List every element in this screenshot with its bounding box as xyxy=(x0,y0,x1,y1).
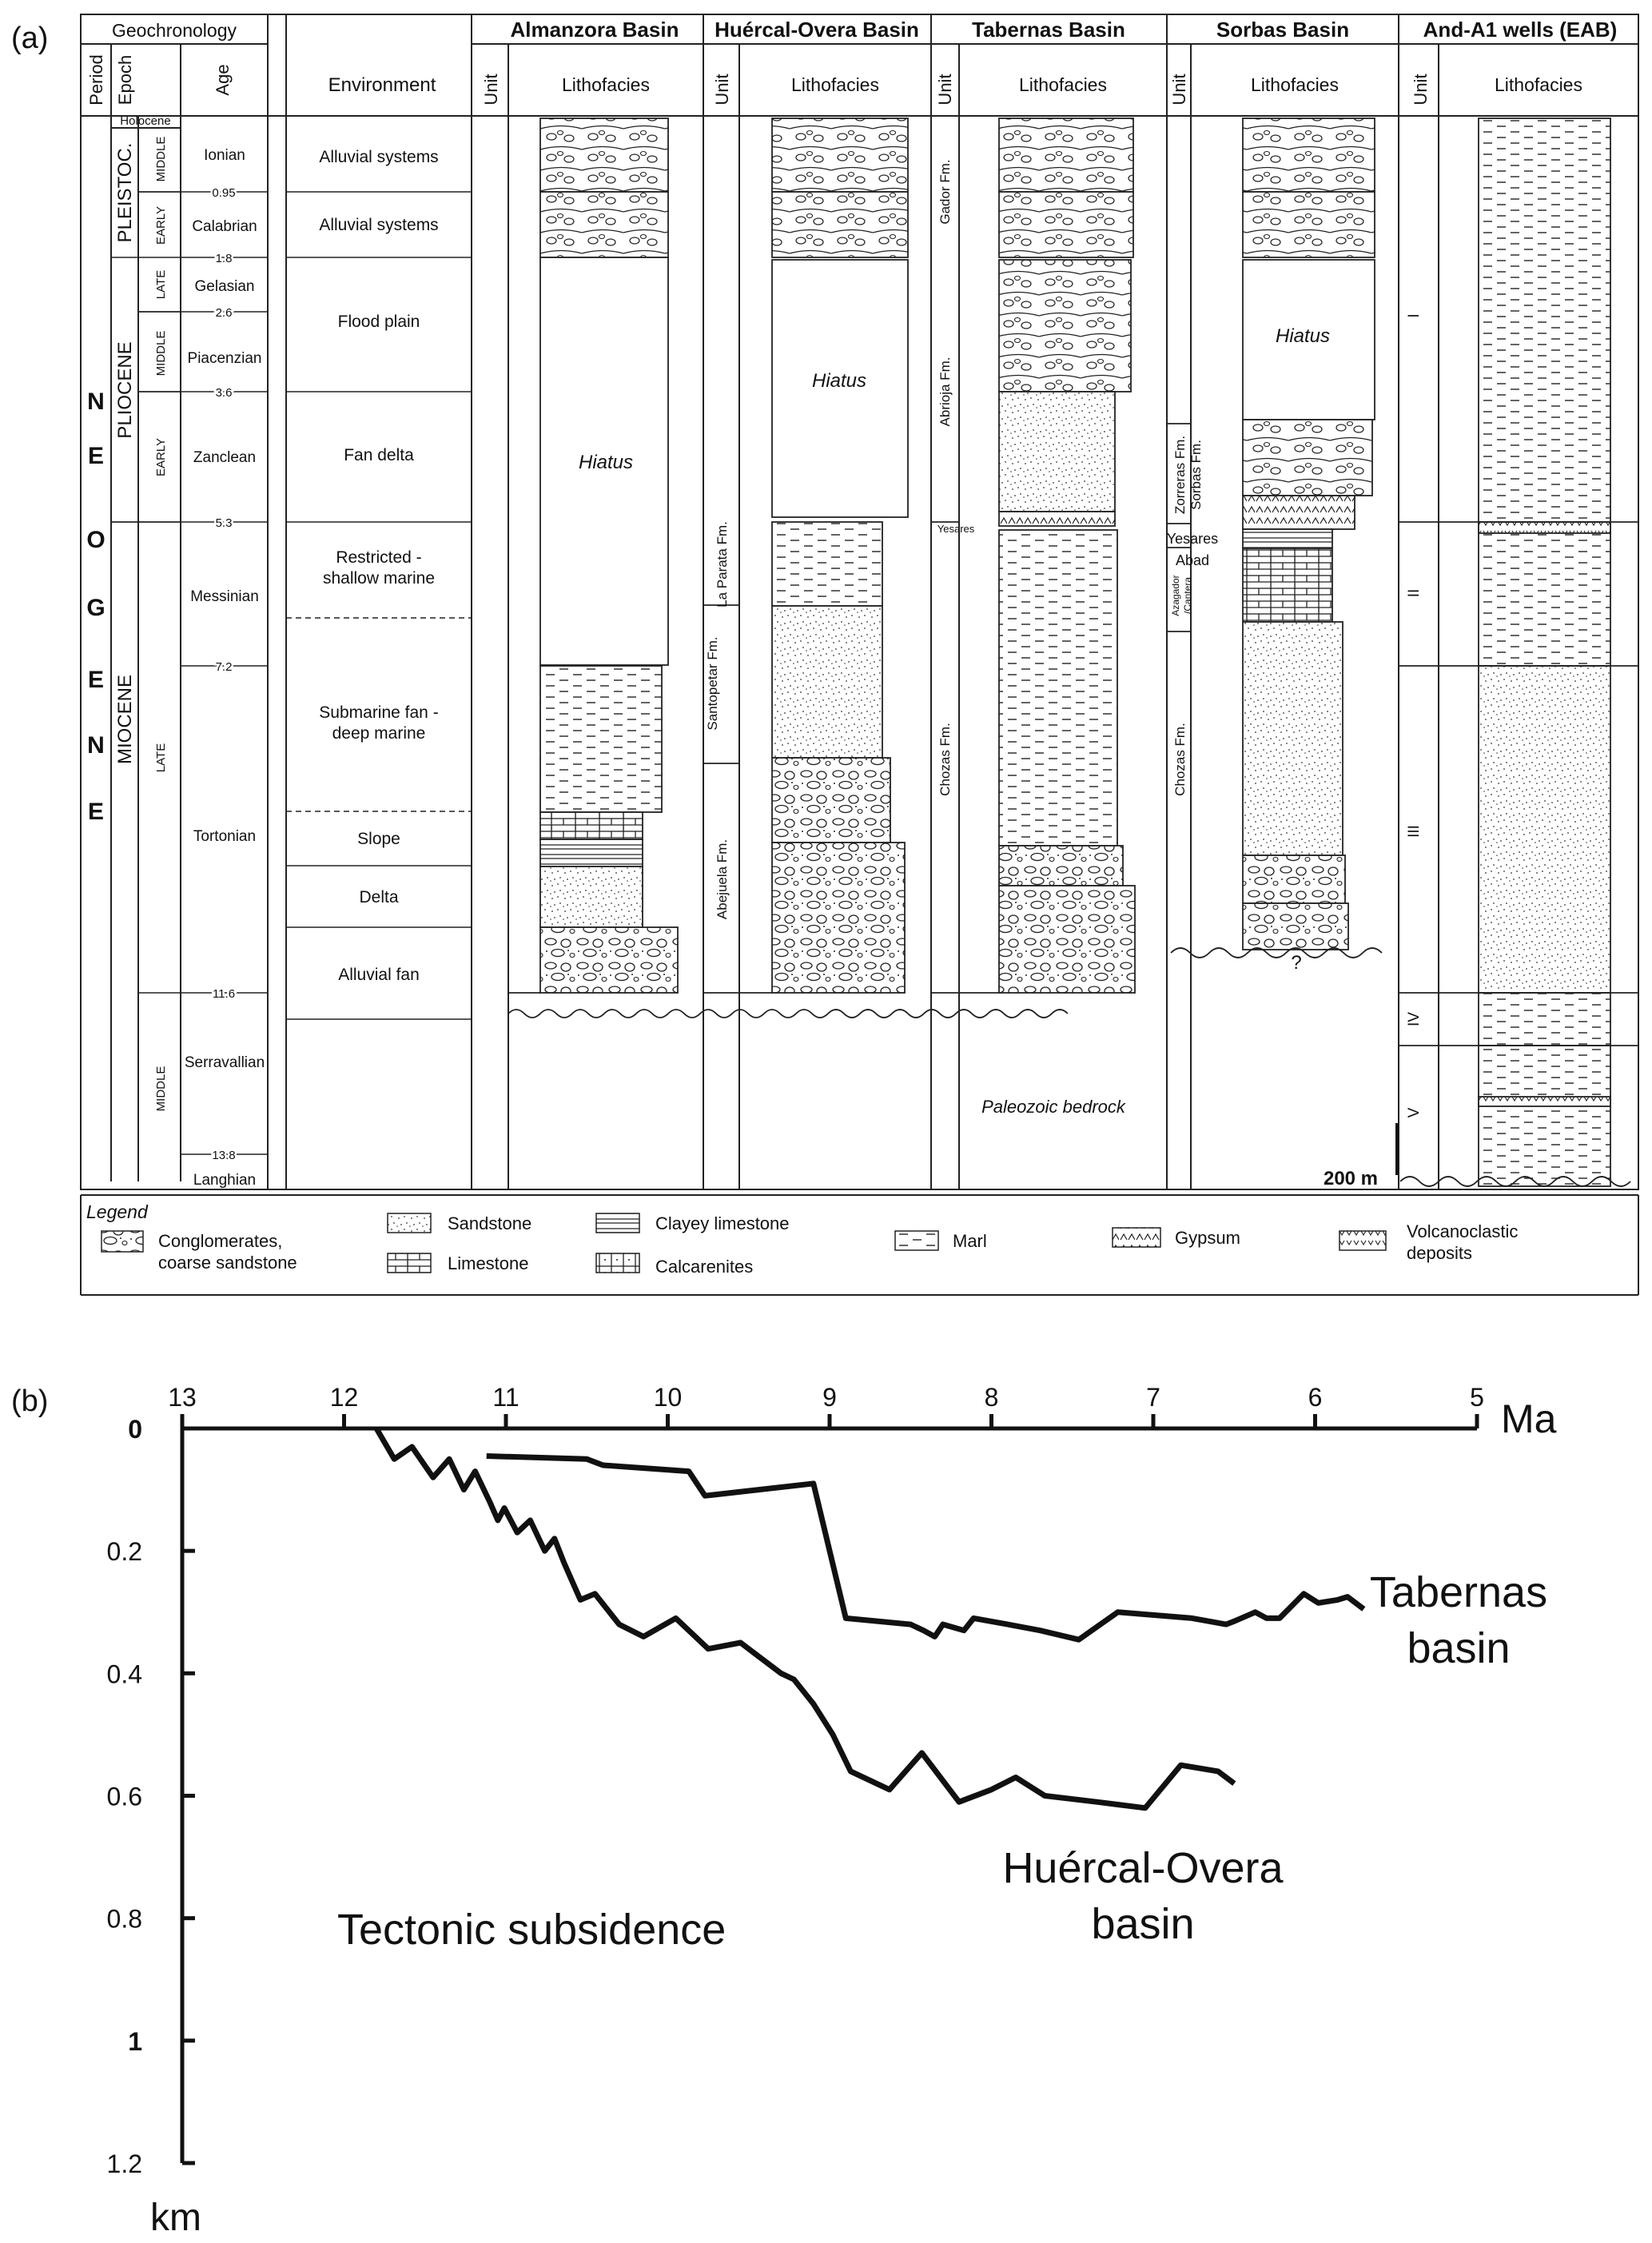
lithofacies-header: Lithofacies xyxy=(562,74,650,95)
and-a1-column xyxy=(1399,118,1638,1186)
legend-label: Calcarenites xyxy=(655,1257,754,1277)
age-name: Tortonian xyxy=(193,828,257,845)
age-boundary-value: 3.6 xyxy=(215,386,233,400)
environment-label: Slope xyxy=(357,830,400,848)
x-tick-label: 12 xyxy=(329,1383,359,1412)
y-tick-label: 1.2 xyxy=(106,2149,142,2178)
well-unit-label: III xyxy=(1406,825,1423,838)
period-letter: E xyxy=(87,799,105,825)
epoch-pliocene: PLIOCENE xyxy=(114,341,136,439)
legend-label: Limestone xyxy=(448,1253,529,1273)
legend-swatch-sandstone xyxy=(388,1213,431,1233)
environment-label: Submarine fan -deep marine xyxy=(319,703,439,743)
tabernas-formations xyxy=(937,159,975,795)
formation-label: La Parata Fm. xyxy=(715,521,730,608)
legend-label: Clayey limestone xyxy=(655,1213,790,1233)
legend-label: Gypsum xyxy=(1175,1228,1240,1248)
x-ticks xyxy=(168,1383,1484,1428)
almanzora-hiatus: Hiatus xyxy=(578,452,634,473)
unit-header: Unit xyxy=(1169,74,1189,106)
subepoch-label: MIDDLE xyxy=(154,136,168,182)
huercal-overa-column xyxy=(703,118,908,993)
formation-label: Chozas Fm. xyxy=(937,723,953,796)
period-letter: E xyxy=(87,443,105,469)
sorbas-unknown-marker: ? xyxy=(1291,952,1302,974)
environment-column xyxy=(319,148,438,984)
formation-label: Santopetar Fm. xyxy=(705,636,720,731)
age-name: Langhian xyxy=(193,1172,257,1189)
geochronology-header: Geochronology xyxy=(112,20,237,41)
almanzora-column xyxy=(508,118,678,993)
lithofacies-header: Lithofacies xyxy=(1251,74,1339,95)
formation-label: Sorbas Fm. xyxy=(1188,440,1204,510)
neogene-period xyxy=(86,388,105,825)
lithofacies-header: Lithofacies xyxy=(791,74,879,95)
basin-title-almanzora: Almanzora Basin xyxy=(510,18,679,42)
period-header: Period xyxy=(86,54,106,106)
y-tick-label: 1 xyxy=(128,2026,142,2056)
x-tick-label: 9 xyxy=(822,1383,837,1412)
formation-label: Yesares xyxy=(1166,531,1219,547)
panel-a-label: (a) xyxy=(11,22,49,55)
period-letter: N xyxy=(87,732,105,759)
formation-label: /Cantera xyxy=(1182,576,1193,615)
unit-header: Unit xyxy=(1411,74,1431,106)
age-boundary-value: 5.3 xyxy=(215,516,233,530)
y-tick-label: 0.8 xyxy=(106,1904,142,1934)
subepoch-label: EARLY xyxy=(154,437,168,477)
tectonic-subsidence-annotation: Tectonic subsidence xyxy=(337,1906,726,1954)
formation-label: Azagador xyxy=(1170,575,1181,616)
well-unit-label: II xyxy=(1406,588,1423,598)
huercal-hiatus: Hiatus xyxy=(811,370,867,392)
legend-label: Volcanoclastic deposits xyxy=(1407,1221,1519,1263)
age-header: Age xyxy=(213,64,233,96)
legend-swatch-volcanoclastic xyxy=(1340,1231,1386,1250)
environment-label: Flood plain xyxy=(337,313,420,331)
epoch-column xyxy=(114,114,171,1111)
age-name: Messinian xyxy=(190,588,259,605)
age-boundary-value: 7.2 xyxy=(215,660,233,674)
y-axis-label: km xyxy=(150,2197,201,2239)
well-unit-label: V xyxy=(1406,1107,1423,1118)
legend-swatch-conglomerates xyxy=(102,1231,143,1252)
formation-label: Zorreras Fm. xyxy=(1172,435,1188,515)
age-name: Serravallian xyxy=(184,1054,265,1071)
age-boundary-value: 1.8 xyxy=(215,252,233,265)
unit-header: Unit xyxy=(712,74,732,106)
unit-header: Unit xyxy=(935,74,955,106)
formation-label: Abad xyxy=(1175,552,1210,568)
age-name: Ionian xyxy=(204,147,245,164)
age-boundary-value: 11.6 xyxy=(212,987,236,1001)
legend-label: Marl xyxy=(953,1231,987,1251)
well-units xyxy=(1406,313,1423,1118)
legend-swatch-limestone xyxy=(388,1253,431,1273)
formation-label: Yesares xyxy=(937,523,975,535)
series-lines xyxy=(376,1428,1363,1808)
y-tick-label: 0.2 xyxy=(106,1537,142,1567)
panel-b-label: (b) xyxy=(11,1384,49,1418)
legend-label: Conglomerates, coarse sandstone xyxy=(158,1231,297,1273)
environment-label: Alluvial systems xyxy=(319,148,439,166)
subepoch-label: EARLY xyxy=(154,205,168,245)
subsidence-chart xyxy=(107,1383,1557,2239)
sorbas-formations xyxy=(1167,436,1218,796)
y-tick-label: 0.4 xyxy=(106,1659,142,1689)
formation-label: Chozas Fm. xyxy=(1172,723,1188,796)
legend-swatch-clayey-limestone xyxy=(596,1213,639,1233)
legend-title: Legend xyxy=(86,1201,148,1222)
x-tick-label: 5 xyxy=(1470,1383,1484,1412)
basin-title-tabernas: Tabernas Basin xyxy=(972,18,1125,42)
series-label-tabernas: Tabernas basin xyxy=(1369,1568,1548,1672)
x-tick-label: 8 xyxy=(984,1383,999,1412)
x-tick-label: 10 xyxy=(653,1383,683,1412)
table-headers xyxy=(86,18,1617,106)
environment-header: Environment xyxy=(328,74,436,96)
environment-label: Fan delta xyxy=(344,446,414,464)
x-tick-label: 6 xyxy=(1308,1383,1323,1412)
legend-swatch-gypsum xyxy=(1113,1228,1160,1247)
legend xyxy=(81,1195,1638,1295)
period-letter: E xyxy=(87,667,105,693)
age-boundary-value: 13.8 xyxy=(212,1149,236,1162)
scale-label: 200 m xyxy=(1323,1168,1379,1189)
period-letter: O xyxy=(86,527,105,553)
subepoch-label: MIDDLE xyxy=(154,1066,168,1112)
series-line-tabernas xyxy=(487,1456,1364,1640)
legend-label: Sandstone xyxy=(448,1213,532,1233)
basin-title-sorbas: Sorbas Basin xyxy=(1216,18,1350,42)
legend-swatch-marl xyxy=(895,1231,938,1250)
age-boundary-value: 2.6 xyxy=(215,306,233,320)
epoch-miocene: MIOCENE xyxy=(114,674,136,765)
subepoch-label: MIDDLE xyxy=(154,330,168,376)
basin-title-huercal-overa: Huércal-Overa Basin xyxy=(715,18,919,42)
x-tick-label: 7 xyxy=(1146,1383,1160,1412)
y-tick-label: 0 xyxy=(128,1415,142,1444)
epoch-header: Epoch xyxy=(115,54,135,106)
environment-label: Restricted -shallow marine xyxy=(322,548,436,588)
age-name: Gelasian xyxy=(194,278,255,295)
age-name: Calabrian xyxy=(192,218,257,235)
age-boundary-values xyxy=(212,186,235,1162)
tabernas-column xyxy=(931,118,1135,993)
environment-label: Delta xyxy=(359,888,399,906)
lithofacies-header: Lithofacies xyxy=(1019,74,1107,95)
x-tick-label: 11 xyxy=(492,1383,519,1412)
well-unit-label: IV xyxy=(1406,1012,1423,1026)
formation-label: Gador Fm. xyxy=(937,159,953,225)
legend-swatch-calcarenites xyxy=(596,1253,639,1273)
basin-title-and-a1: And-A1 wells (EAB) xyxy=(1423,18,1618,42)
sorbas-hiatus: Hiatus xyxy=(1275,325,1331,347)
environment-label: Alluvial fan xyxy=(338,966,420,984)
formation-label: Abrioja Fm. xyxy=(937,357,953,427)
formation-label: Abejuela Fm. xyxy=(715,839,730,920)
y-tick-label: 0.6 xyxy=(106,1782,142,1811)
epoch-holocene: Holocene xyxy=(120,114,171,128)
x-tick-label: 13 xyxy=(168,1383,197,1412)
age-boundary-lines xyxy=(111,192,268,1154)
bedrock-label: Paleozoic bedrock xyxy=(981,1097,1125,1117)
subepoch-label: LATE xyxy=(154,269,168,300)
epoch-pleistocene: PLEISTOC. xyxy=(114,142,136,243)
well-unit-label: I xyxy=(1406,313,1423,318)
environment-label: Alluvial systems xyxy=(319,216,439,234)
unit-header: Unit xyxy=(481,74,501,106)
age-boundary-value: 0.95 xyxy=(212,186,236,200)
subepoch-label: LATE xyxy=(154,743,168,773)
huercal-formations xyxy=(705,521,730,919)
period-letter: N xyxy=(87,388,105,415)
age-name: Zanclean xyxy=(193,449,257,466)
x-axis-label: Ma xyxy=(1501,1396,1557,1441)
unconformity-line xyxy=(508,1010,1068,1018)
series-label-huercal-overa: Huércal-Overa basin xyxy=(1002,1844,1284,1948)
period-letter: G xyxy=(86,595,105,621)
age-name: Piacenzian xyxy=(187,350,262,367)
lithofacies-header: Lithofacies xyxy=(1495,74,1582,95)
